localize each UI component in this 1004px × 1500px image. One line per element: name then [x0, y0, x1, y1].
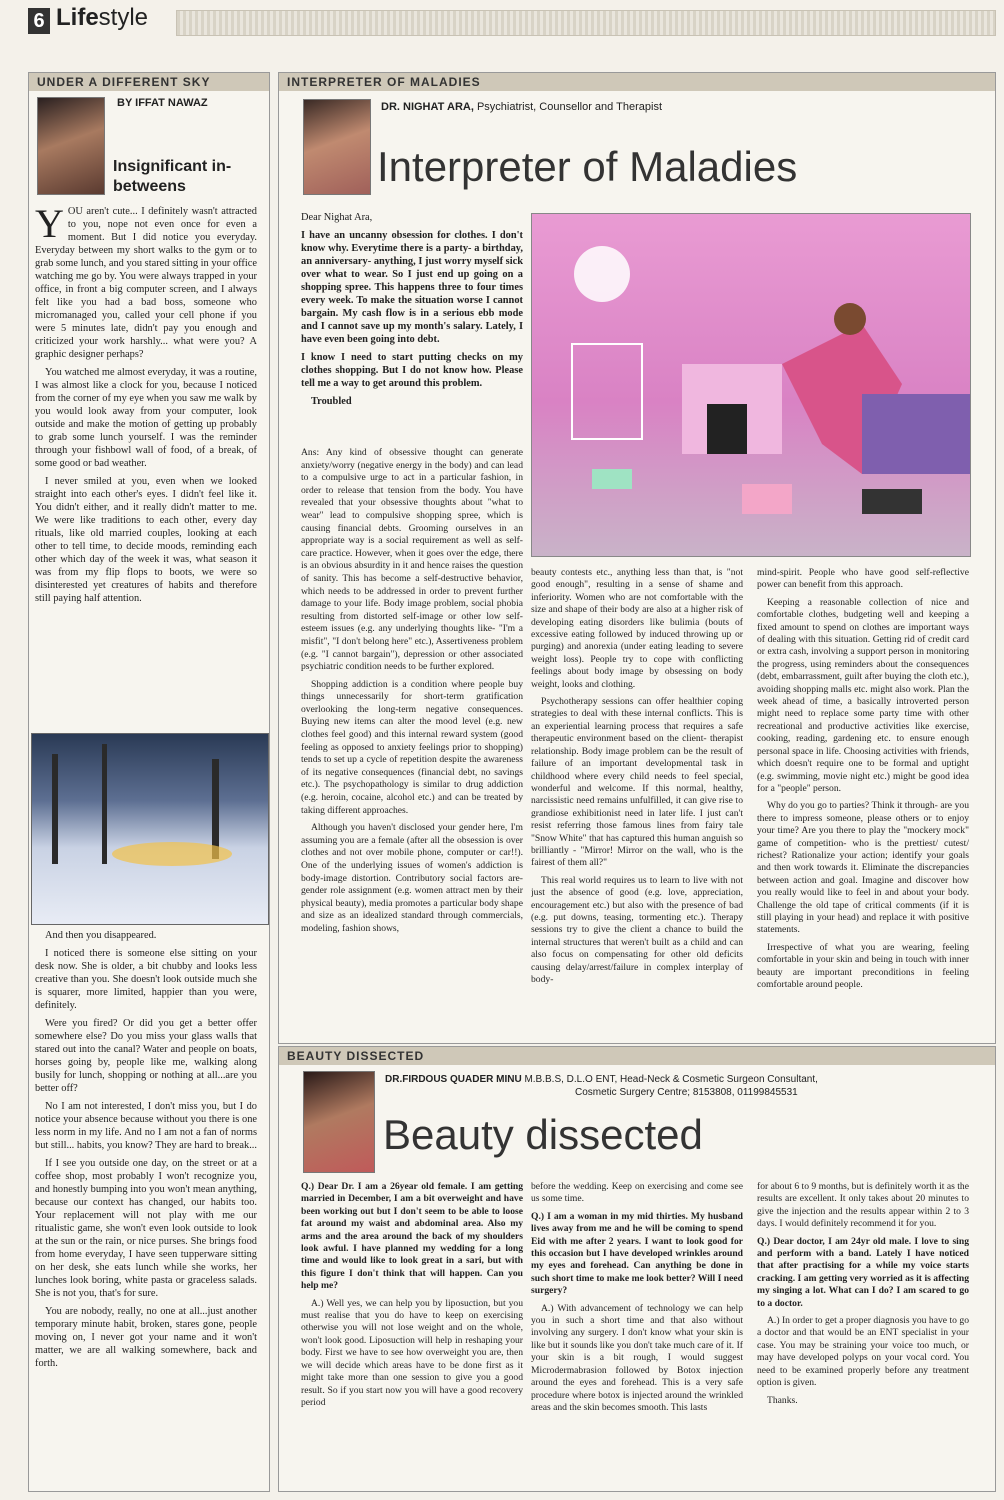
snow-photo — [31, 733, 269, 925]
beauty-col-3 — [757, 1181, 969, 1485]
paragraph: for about 6 to 9 months, but is definitely worth it as the results are excellent. It only takes about 20 minutes to give the injection and the results appear within 2 to 3 days. I would definitely recommend it for you. — [757, 1181, 969, 1230]
paragraph: Psychotherapy sessions can offer healthier coping strategies to deal with these internal conflicts. This is an experiential learning process that requires a safe therapeutic environment based on the client- therapist relationship. Body image problem can be the result of failure of an important developmental task in childhood where every child needs to feel special, wonderful and welcome. If this normal, healthy, narcissistic need remains unfulfilled, it can give rise to grandiose exhibitionist need in later life. I just can't resist referring those famous lines from fairy tale "Snow White" that has captured this human anguish so brilliantly - "Mirror! Mirror on the wall, who is the fairest of them all?" — [531, 696, 743, 869]
paragraph: Keeping a reasonable collection of nice and comfortable clothes, budgeting well and keeping a fixed amount to spend on clothes are important ways of dealing with this situation. Getting rid of credit card or extra cash, involving a support person in monitoring the progress, using reminders about the consequences (debt, embarrassment, guilt after buying the cloth etc.), avoiding shopping malls etc. might also work. Plan the week ahead of time, a basically introverted person might need to replace some party time with other recreational and productive activities like exercise, cooking, reading, gardening etc. to ensure enough personal space in life. Choosing activities with friends, which doesn't require one to be formal and uptight (e.g. swimming, movie night etc.) might be good idea for a "people" person. — [757, 596, 969, 794]
paragraph: OU aren't cute... I definitely wasn't attracted to you, nope not even once for even a moment. But I did notice you everyday. Everyday between my short walks to the gym or to grab some lunch, and you stared sitting in your office watching me go by. You were always trapped in your office, in front a big computer screen, and I always felt like you had a bad boss, someone who micromanaged you, called your cell phone if you were 5 minutes late, didn't pay you enough and criticized your work harshly... what were you? A graphic designer perhaps? — [35, 206, 257, 360]
answer: A.) In order to get a proper diagnosis you have to go a doctor and that would be an ENT specialist in your case. You may be straining your voice too much, or may have developed polyps on your vocal cord. You need to be examined properly before any treatment option is given. — [757, 1315, 969, 1389]
paragraph: You are nobody, really, no one at all...just another temporary minute habit, broken, stares gone, people moving on, I never got your name and it won't matter, we are all walking somewhere, back and forth. — [35, 1306, 257, 1369]
byline-nighat-name: DR. NIGHAT ARA, — [381, 101, 474, 113]
letter-salutation: Dear Nighat Ara, — [301, 212, 373, 223]
paragraph: I noticed there is someone else sitting on your desk now. She is older, a bit chubby and looks less creative than you. She doesn't look outside much she is squarer, more limited, happier than you were, definitely. — [35, 948, 257, 1011]
section-title-bold: Life — [56, 4, 99, 31]
answer: A.) Well yes, we can help you by liposuction, but you must realise that you do have to keep on exercising otherwise you will not lose weight and on the whole, won't look good. Liposuction will help in reshaping your body. First we have to see how overweight you are, then we will decide which areas have to be done first as it might take more than one session to give you a good result. So if you start now you will have a good recovery period — [301, 1297, 523, 1408]
article-title-insignificant: Insignificant in-betweens — [113, 158, 232, 195]
paragraph: Were you fired? Or did you get a better offer somewhere else? Do you miss your glass walls that stared out into the canal? Water and people on boats, horses going by, people like me, walking along busily for lunch, shopping or nothing at all...are you better off? — [35, 1018, 257, 1094]
byline-nighat-role: Psychiatrist, Counsellor and Therapist — [473, 101, 662, 113]
paragraph: beauty contests etc., anything less than that, is "not good enough", resulting in a sense of shame and inferiority. Women who are not comfortable with the size and shape of their body are also at a higher risk of developing eating disorders like bulimia (bouts of excessive eating followed by induced throwing up or purging) and anorexia (under eating leading to severe weight loss). People try to cope with conflicting feelings about body image by obsessing on body weight, looks and clothing. — [531, 567, 743, 690]
article-title-maladies: Interpreter of Maladies — [377, 143, 798, 190]
paragraph: Although you haven't disclosed your gender here, I'm assuming you are a female (after all the obsession is over clothes and not over mobile phone, computer or car!!). One of the underlying issues of women's addiction is body-image distortion. Contributory social factors are- gender role assignment (e.g. women attract men by their physical beauty), media promotes a particular body shape and size as an idealized standard through commercials, modeling, fashion shows, — [301, 822, 523, 934]
paragraph: You watched me almost everyday, it was a routine, I was almost like a clock for you, because I noticed from the corner of my eye when you saw me walk by you would look away from your computer, look outside and make the motion of getting up probably to grab some lunch yourself. I was the reminder through your fishbowl wall of food, of a break, of some good or bad weather. — [35, 367, 257, 469]
byline-nighat — [381, 101, 662, 113]
article-body-bottom — [35, 929, 257, 1485]
author-photo-nighat — [303, 99, 371, 195]
answer-col-1 — [301, 447, 523, 1037]
paragraph: I never smiled at you, even when we looked straight into each other's eyes. I didn't feel like it. You didn't either, and it really didn't matter to me. We were like traditions to each other, every day rituals, like old married couples, looking at each other to tell time, to decide moods, reminding each other which day of the week it was, what season it was from my flip flops to boots, we were so disinterested yet creatures of habits and therefore still paying half attention. — [35, 476, 257, 604]
byline-firdous-contact: Cosmetic Surgery Centre; 8153808, 01199845531 — [575, 1087, 798, 1098]
letter-paragraph: I know I need to start putting checks on my clothes shopping. But I do not know how. Please tell me a way to get around this problem. — [301, 352, 523, 389]
answer: A.) With advancement of technology we can help you in such a short time and that also without involving any surgery. I don't know what your skin is like but it sounds like you don't take much care of it. If your skin is a bit rough, I would suggest Microdermabrasion followed by Botox injection around the eyes and forehead. This is a very safe procedure where botox is injected around the wrinkled areas and the skin becomes smooth. This lasts — [531, 1302, 743, 1413]
paragraph: This real world requires us to learn to live with not just the absence of good (e.g. love, appreciation, encouragement etc.) but also with the presence of bad (e.g. put downs, teasing, tormenting etc.). Therapy sessions try to give the client a chance to build the internal structures that weren't built as a child and can also focus on compensating for other old deficits causing delay/arrest/failure in complex interplay of body- — [531, 874, 743, 985]
header-rule — [176, 10, 996, 36]
paragraph: Why do you go to parties? Think it through- are you there to impress someone, please others or to enjoy your time? Are you there to play the "mockery mock" game of competition- who is the prettiest/ cutest/ richest? Rationalize your action; identify your goals and then work towards it. Eliminate the discrepancies between action and goal. Imagine and discover how you really would like to feel in and about your body. Challenge the old tape of critical comments (if it is still playing in your head) and replace it with positive statements. — [757, 800, 969, 936]
section-title-rest: style — [98, 4, 149, 31]
signoff: Thanks. — [767, 1394, 798, 1406]
byline-firdous-name: DR.FIRDOUS QUADER MINU — [385, 1074, 522, 1085]
article-title-beauty: Beauty dissected — [383, 1111, 703, 1158]
beauty-section — [278, 1046, 996, 1492]
section-title — [56, 4, 148, 32]
column-left — [28, 72, 270, 1492]
paragraph: No I am not interested, I don't miss you, but I do notice your absence because without you there is one less norm in my life. And no I am not a fan of norms but still... habits, you know? They are hard to break... — [35, 1101, 257, 1151]
paragraph: Irrespective of what you are wearing, feeling comfortable in your skin and being in touch with inner beauty are important preconditions in feeling comfortable around people. — [757, 941, 969, 990]
byline-firdous-role: M.B.B.S, D.L.O ENT, Head-Neck & Cosmetic Surgeon Consultant, — [521, 1074, 818, 1085]
paragraph: before the wedding. Keep on exercising and come see us some time. — [531, 1181, 743, 1205]
reader-letter — [301, 211, 523, 441]
maladies-section — [278, 72, 996, 1044]
question: Q.) Dear doctor, I am 24yr old male. I love to sing and perform with a band. Lately I have noticed that after practising for a while my voice starts cracking. I am getting very worried as it is affecting my singing a lot. What can I do? I am scared to go to a doctor. — [757, 1235, 969, 1309]
beauty-col-1 — [301, 1181, 523, 1485]
shopping-illustration — [531, 213, 971, 557]
paragraph: If I see you outside one day, on the street or at a coffee shop, most probably I won't recognize you, and honestly bumping into you won't mean anything, because our context has changed, our habits too. Your replacement will not play with me our ritualistic game, she won't even look outside to look at the sun or the rain, or nice purses. She brings food from home everyday, I have seen tupperware sitting on her desk, she eats lunch while she works, her lunches look boring, white pasta or graceless salads. She is not you, that's for sure. — [35, 1158, 257, 1299]
byline-firdous — [385, 1073, 985, 1099]
paragraph: Ans: Any kind of obsessive thought can generate anxiety/worry (negative energy in the body) and can lead to a compulsive urge to act in a particular fashion, in order to release that tension from the body. You have revealed that your obsessive thoughts about "what to wear" lead to compulsive shopping spree, which is causing financial debts. Grooming ourselves in an appropriate way is a social requirement as well as self-care practice. However, when it goes over the edge, there is an obvious absurdity in it and hence raises the question of sanity. This has become a self-destructive behavior, which needs to be addressed in order to prevent further damage to your life. Body image problem, social phobia resulting from distorted self-image or other low self-esteem issues (e.g. any underlying thoughts like- "I'm a misfit", "I don't belong here" etc.), Assertiveness problem (e.g. "I cannot bargain"), depression or other associated psychiatric condition needs to be further explored. — [301, 447, 523, 673]
byline-iffat: BY IFFAT NAWAZ — [117, 97, 208, 109]
snow-trees-icon — [32, 734, 268, 924]
band-interpreter-of-maladies: INTERPRETER OF MALADIES — [279, 73, 995, 91]
paragraph: mind-spirit. People who have good self-reflective power can benefit from this approach. — [757, 567, 969, 591]
dropcap: Y — [35, 205, 64, 246]
question: Q.) Dear Dr. I am a 26year old female. I am getting married in December, I am a bit overweight and have been working out but I don't seem to be able to loose fat around my waist and abdominal area. Also my arms and the area around the back of my shoulders look awful. I have planned my wedding for a long time and would like to look great in a sari, but with this figure I don't think that will happen. Can you help me? — [301, 1181, 523, 1292]
letter-paragraph: I have an uncanny obsession for clothes. I don't know why. Everytime there is a party- a birthday, an anniversary- anything, I just worry myself sick over what to wear. So I just end up going on a shopping spree. This happens three to four times every week. To make the situation worse I cannot bargain. My cash flow is in a serious ebb mode and I cannot save up my month's salary. Lately, I have even been going into debt. — [301, 230, 523, 345]
band-under-a-different-sky: UNDER A DIFFERENT SKY — [29, 73, 269, 91]
article-body-top — [35, 205, 257, 725]
author-photo-iffat — [37, 97, 105, 195]
paragraph: And then you disappeared. — [45, 930, 157, 941]
answer-col-3 — [757, 567, 969, 1037]
letter-signoff: Troubled — [311, 396, 352, 407]
woman-with-shoes-icon — [532, 214, 970, 556]
paragraph: Shopping addiction is a condition where people buy things unnecessarily for short-term gratification overlooking the long-term negative consequences. Buying new items can alter the mood level (e.g. new clothes feel good) and this internal reward system (good feeling as opposed to anxiety feelings prior to shopping) tends to set up a cycle of repetition despite the awareness of its negative consequences (financial debt, no savings etc.). The psychopathology is similar to drug addiction (e.g. heroin, cocaine, alcohol etc.) and can be treated by taking different approaches. — [301, 678, 523, 816]
answer-col-2 — [531, 567, 743, 1037]
author-photo-firdous — [303, 1071, 375, 1173]
question: Q.) I am a woman in my mid thirties. My husband lives away from me and he will be coming to spend Eid with me after 2 years. I want to look good for this occasion but I have developed wrinkles around my eyes and forehead. Can anything be done in such short time to make me look better? Will I need surgery? — [531, 1210, 743, 1297]
beauty-col-2 — [531, 1181, 743, 1485]
band-beauty-dissected: BEAUTY DISSECTED — [279, 1047, 995, 1065]
page-number: 6 — [28, 8, 50, 34]
